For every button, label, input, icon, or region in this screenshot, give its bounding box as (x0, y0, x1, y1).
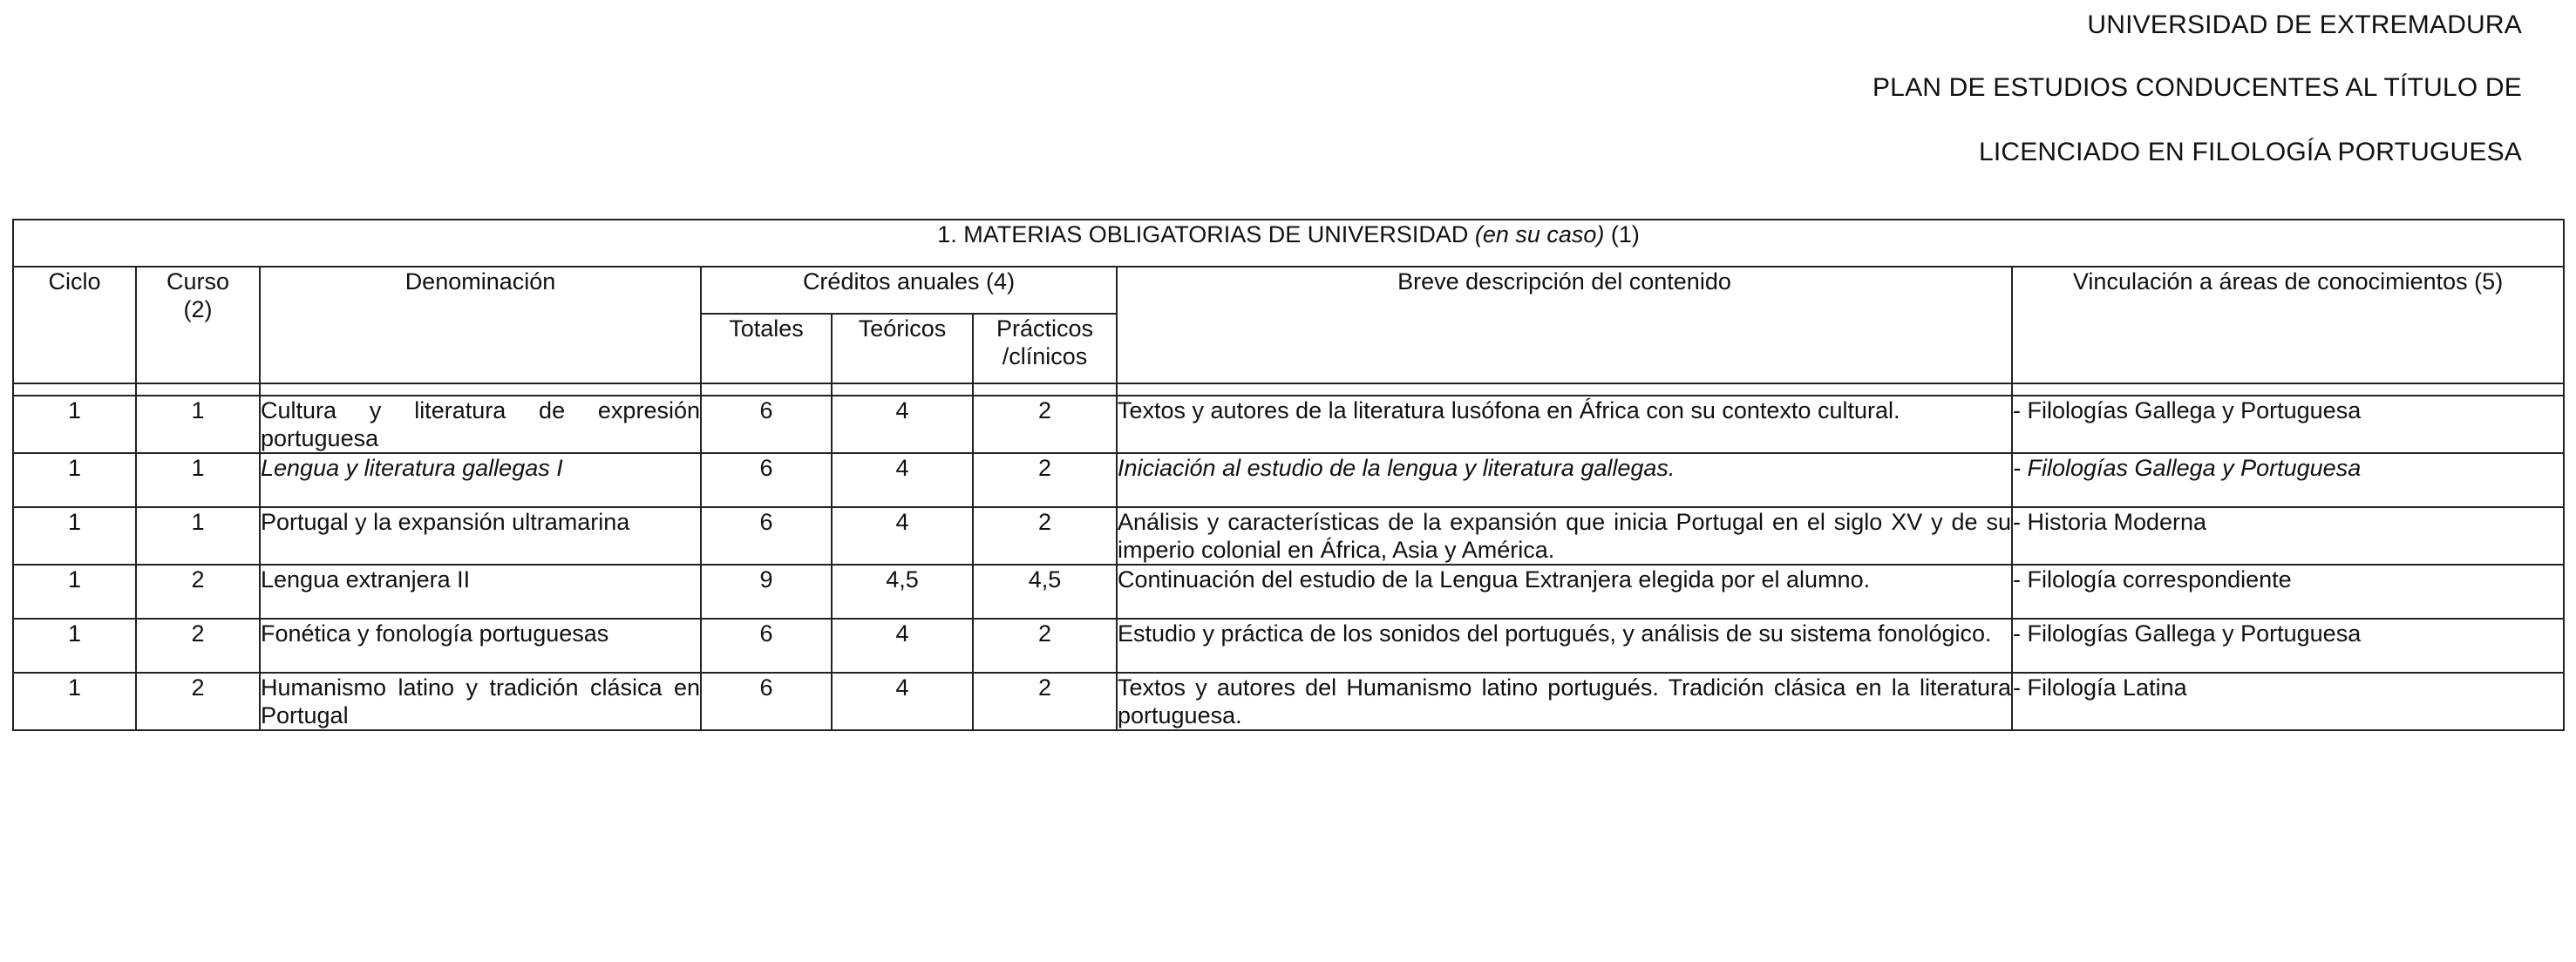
header-teoricos: Teóricos (832, 314, 973, 383)
cell-curso: 1 (136, 507, 260, 565)
cell-practicos: 2 (973, 619, 1117, 673)
cell-curso: 1 (136, 396, 260, 453)
cell-ciclo: 1 (13, 619, 136, 673)
cell-vinculacion: - Filología correspondiente (2012, 565, 2564, 619)
table-title: 1. MATERIAS OBLIGATORIAS DE UNIVERSIDAD (en su caso) (1) (13, 220, 2564, 267)
cell-curso: 2 (136, 619, 260, 673)
university-name: UNIVERSIDAD DE EXTREMADURA (2087, 10, 2522, 39)
table-row (13, 507, 2564, 565)
cell-descripcion: Continuación del estudio de la Lengua Extranjera elegida por el alumno. (1117, 565, 2012, 619)
cell-ciclo: 1 (13, 453, 136, 507)
table-row (13, 619, 2564, 673)
plan-title: PLAN DE ESTUDIOS CONDUCENTES AL TÍTULO DE (1872, 73, 2522, 102)
cell-teoricos: 4 (832, 619, 973, 673)
cell-teoricos: 4 (832, 673, 973, 730)
cell-practicos: 2 (973, 673, 1117, 730)
header-practicos: Prácticos /clínicos (973, 314, 1117, 383)
cell-practicos: 4,5 (973, 565, 1117, 619)
cell-ciclo: 1 (13, 396, 136, 453)
header-ciclo: Ciclo (13, 267, 136, 383)
cell-curso: 2 (136, 673, 260, 730)
degree-title: LICENCIADO EN FILOLOGÍA PORTUGUESA (1978, 138, 2522, 166)
cell-descripcion: Iniciación al estudio de la lengua y literatura gallegas. (1117, 453, 2012, 507)
cell-ciclo: 1 (13, 673, 136, 730)
cell-denominacion: Portugal y la expansión ultramarina (260, 507, 701, 565)
courses-table (12, 219, 2565, 731)
cell-practicos: 2 (973, 396, 1117, 453)
cell-vinculacion: - Filologías Gallega y Portuguesa (2012, 453, 2564, 507)
cell-denominacion: Humanismo latino y tradición clásica en Portugal (261, 674, 700, 728)
header-denominacion: Denominación (260, 267, 701, 383)
cell-descripcion: Estudio y práctica de los sonidos del portugués, y análisis de su sistema fonológico. (1117, 619, 2012, 673)
cell-descripcion: Textos y autores del Humanismo latino portugués. Tradición clásica en la literatura portuguesa. (1118, 674, 2011, 728)
header-descripcion: Breve descripción del contenido (1117, 267, 2012, 383)
table-row (13, 565, 2564, 619)
cell-practicos: 2 (973, 453, 1117, 507)
cell-teoricos: 4 (832, 396, 973, 453)
cell-descripcion: Textos y autores de la literatura lusófona en África con su contexto cultural. (1117, 396, 2012, 453)
header-curso: Curso (2) (136, 267, 260, 383)
table-row (13, 396, 2564, 453)
cell-denominacion: Cultura y literatura de expresión portuguesa (261, 397, 700, 451)
header-totales: Totales (701, 314, 832, 383)
cell-totales: 9 (701, 565, 832, 619)
cell-curso: 2 (136, 565, 260, 619)
cell-denominacion: Lengua y literatura gallegas I (260, 453, 701, 507)
header-vinculacion: Vinculación a áreas de conocimientos (5) (2012, 267, 2564, 383)
cell-vinculacion: - Filología Latina (2012, 673, 2564, 730)
cell-vinculacion: - Filologías Gallega y Portuguesa (2012, 396, 2564, 453)
cell-curso: 1 (136, 453, 260, 507)
cell-practicos: 2 (973, 507, 1117, 565)
cell-totales: 6 (701, 507, 832, 565)
cell-teoricos: 4 (832, 453, 973, 507)
cell-ciclo: 1 (13, 565, 136, 619)
cell-totales: 6 (701, 619, 832, 673)
cell-teoricos: 4 (832, 507, 973, 565)
cell-totales: 6 (701, 396, 832, 453)
cell-vinculacion: - Filologías Gallega y Portuguesa (2012, 619, 2564, 673)
cell-totales: 6 (701, 453, 832, 507)
cell-descripcion: Análisis y características de la expansión que inicia Portugal en el siglo XV y de su imperio colonial en África, Asia y América. (1118, 509, 2011, 563)
cell-ciclo: 1 (13, 507, 136, 565)
cell-denominacion: Fonética y fonología portuguesas (260, 619, 701, 673)
cell-teoricos: 4,5 (832, 565, 973, 619)
cell-denominacion: Lengua extranjera II (260, 565, 701, 619)
cell-vinculacion: - Historia Moderna (2012, 507, 2564, 565)
header-creditos: Créditos anuales (4) (701, 267, 1117, 314)
table-row (13, 673, 2564, 730)
table-row (13, 453, 2564, 507)
cell-totales: 6 (701, 673, 832, 730)
